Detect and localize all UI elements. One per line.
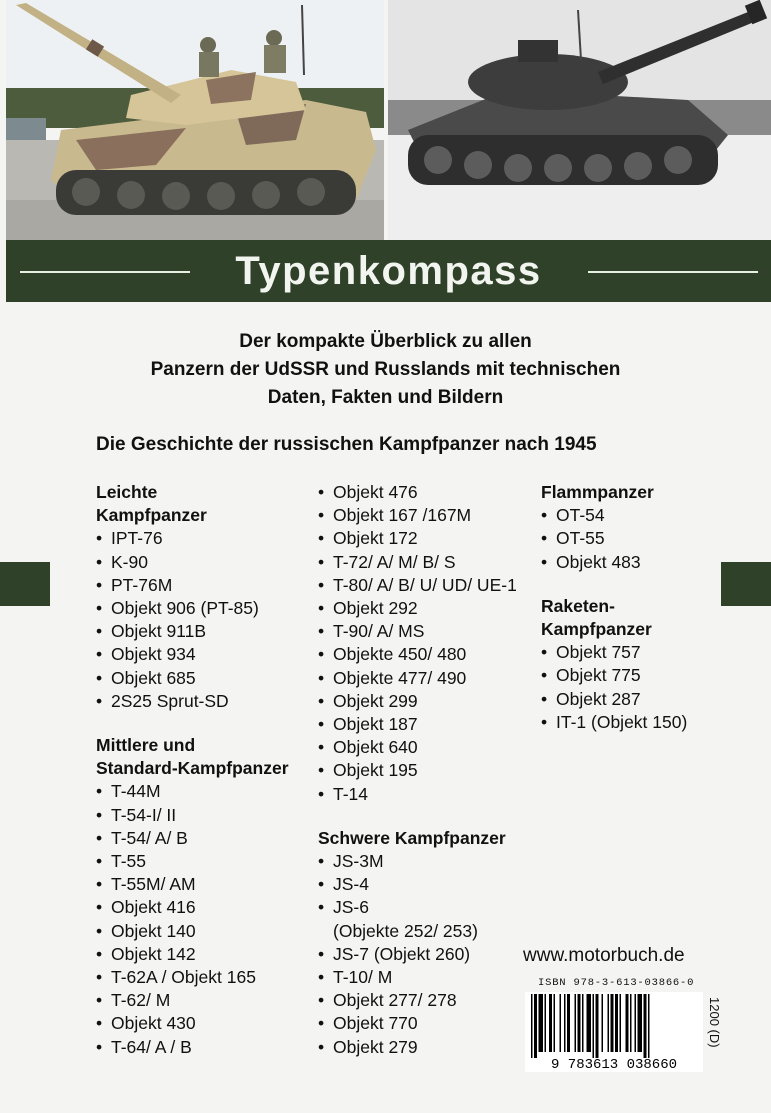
list-item: • T-14 — [318, 783, 517, 806]
list-item: • Objekte 477/ 490 — [318, 667, 517, 690]
spacer — [96, 713, 289, 734]
barcode-bar — [602, 994, 604, 1052]
barcode-bar — [578, 994, 581, 1052]
category-heading: Kampfpanzer — [96, 505, 207, 526]
list-item: • Objekt 483 — [541, 551, 687, 574]
list-item: • Objekt 770 — [318, 1012, 517, 1035]
list-column-2 — [318, 481, 517, 1059]
tank-photo-bw — [388, 0, 771, 240]
list-item: • T-90/ A/ MS — [318, 620, 517, 643]
edge-tab-left — [0, 562, 50, 606]
list-item: • Objekte 450/ 480 — [318, 643, 517, 666]
barcode-bar — [560, 994, 562, 1052]
cover-photos — [0, 0, 771, 240]
list-item-continuation: (Objekte 252/ 253) — [333, 920, 478, 941]
list-item: • T-62/ M — [96, 989, 289, 1012]
list-item: • Objekt 287 — [541, 688, 687, 711]
isbn-text: ISBN 978-3-613-03866-0 — [538, 977, 695, 989]
intro-line: Daten, Fakten und Bildern — [267, 387, 504, 408]
barcode-bar — [648, 994, 650, 1058]
barcode-bar — [545, 994, 547, 1052]
list-item: • JS-7 (Objekt 260) — [318, 943, 517, 966]
list-item: • JS-4 — [318, 873, 517, 896]
list-item: • Objekt 640 — [318, 736, 517, 759]
tank-photo-color — [6, 0, 384, 240]
publisher-url: www.motorbuch.de — [523, 945, 685, 966]
list-item: • T-44M — [96, 780, 289, 803]
category-heading: Mittlere und — [96, 735, 196, 756]
list-item: • Objekt 299 — [318, 690, 517, 713]
barcode-digits: 9 783613 038660 — [550, 1057, 678, 1072]
list-item: • T-80/ A/ B/ U/ UD/ UE-1 — [318, 574, 517, 597]
list-item: • Objekt 292 — [318, 597, 517, 620]
barcode-bar — [575, 994, 577, 1052]
category-heading: Kampfpanzer — [541, 619, 652, 640]
list-item: • Objekt 142 — [96, 943, 289, 966]
list-item: • T-54/ A/ B — [96, 827, 289, 850]
category-heading: Schwere Kampfpanzer — [318, 827, 506, 848]
list-item: • PT-76M — [96, 574, 289, 597]
barcode-bar — [596, 994, 599, 1058]
barcode-bar — [582, 994, 584, 1052]
list-item: • Objekt 140 — [96, 920, 289, 943]
title-banner — [6, 240, 771, 302]
intro-line: Panzern der UdSSR und Russlands mit technischen — [150, 359, 621, 380]
list-item: • Objekt 906 (PT-85) — [96, 597, 289, 620]
barcode-bar — [635, 994, 637, 1052]
list-item: • Objekt 172 — [318, 527, 517, 550]
list-item: • JS-6 — [318, 896, 517, 919]
spacer — [541, 574, 687, 595]
category-heading: Flammpanzer — [541, 482, 654, 502]
category-heading: Raketen- — [541, 595, 615, 616]
list-item: • Objekt 911B — [96, 620, 289, 643]
price-code: 1200 (D) — [707, 997, 722, 1048]
list-item: • Objekt 167 /167M — [318, 504, 517, 527]
section-subheading: Die Geschichte der russischen Kampfpanzer nach 1945 — [96, 434, 597, 455]
list-item: • JS-3M — [318, 850, 517, 873]
list-item: • OT-55 — [541, 527, 687, 550]
list-item: • IPT-76 — [96, 527, 289, 550]
list-item: • T-10/ M — [318, 966, 517, 989]
list-item: • Objekt 775 — [541, 664, 687, 687]
barcode-bar — [549, 994, 552, 1052]
edge-tab-right — [721, 562, 771, 606]
list-item: • 2S25 Sprut-SD — [96, 690, 289, 713]
list-item: • K-90 — [96, 551, 289, 574]
list-item: • Objekt 685 — [96, 667, 289, 690]
category-heading: Leichte — [96, 482, 158, 502]
barcode-bar — [608, 994, 610, 1052]
list-item: • Objekt 279 — [318, 1036, 517, 1059]
list-item: • Objekt 430 — [96, 1012, 289, 1035]
intro-line: Der kompakte Überblick zu allen — [239, 331, 532, 352]
barcode-bar — [615, 994, 618, 1052]
list-item: • Objekt 195 — [318, 759, 517, 782]
barcode-bar — [554, 994, 556, 1052]
list-column-1 — [96, 481, 289, 1059]
list-item: • OT-54 — [541, 504, 687, 527]
list-item: • Objekt 476 — [318, 481, 517, 504]
list-item: • Objekt 416 — [96, 896, 289, 919]
isbn-barcode — [525, 992, 703, 1077]
list-item: • Objekt 277/ 278 — [318, 989, 517, 1012]
barcode-bar — [638, 994, 643, 1052]
barcode-bar — [534, 994, 537, 1058]
barcode-bar — [587, 994, 592, 1052]
list-item: • T-55 — [96, 850, 289, 873]
barcode-bar — [539, 994, 544, 1052]
list-item: • Objekt 757 — [541, 641, 687, 664]
barcode-bar — [644, 994, 647, 1058]
list-item: • T-62A / Objekt 165 — [96, 966, 289, 989]
list-column-3 — [541, 481, 687, 734]
barcode-bar — [531, 994, 533, 1058]
barcode-bar — [564, 994, 566, 1052]
category-heading: Standard-Kampfpanzer — [96, 758, 289, 779]
list-item: • IT-1 (Objekt 150) — [541, 711, 687, 734]
series-title: Typenkompass — [235, 249, 542, 293]
list-item: • T-54-I/ II — [96, 804, 289, 827]
list-item: • T-55M/ AM — [96, 873, 289, 896]
list-item: • T-64/ A / B — [96, 1036, 289, 1059]
list-item: • T-72/ A/ M/ B/ S — [318, 551, 517, 574]
barcode-bar — [626, 994, 629, 1052]
barcode-bar — [611, 994, 614, 1052]
barcode-bar — [630, 994, 632, 1052]
list-item: • Objekt 187 — [318, 713, 517, 736]
list-item: • Objekt 934 — [96, 643, 289, 666]
spacer — [318, 806, 517, 827]
barcode-bar — [567, 994, 570, 1052]
barcode-bar — [593, 994, 595, 1058]
intro-text — [40, 328, 731, 412]
barcode-bar — [620, 994, 622, 1052]
